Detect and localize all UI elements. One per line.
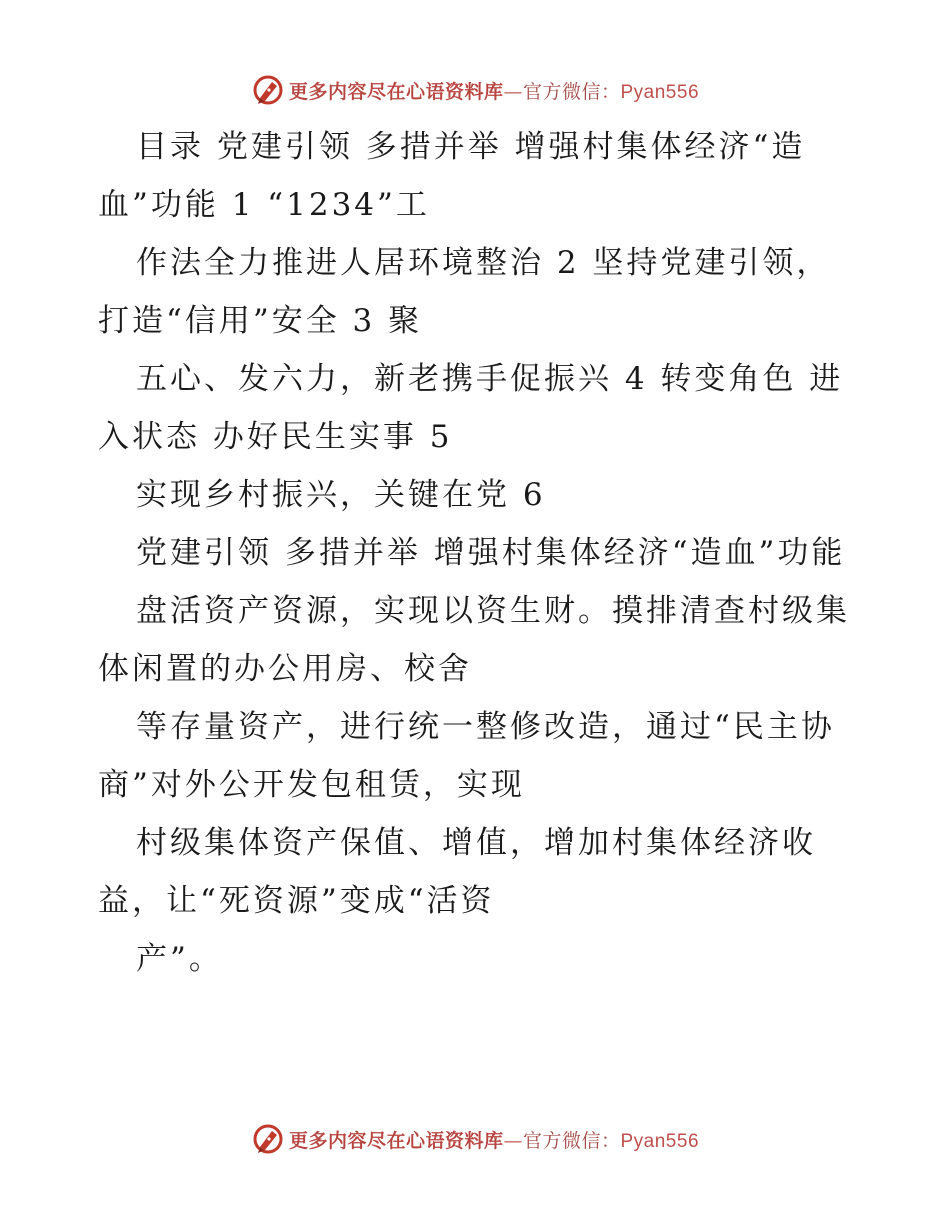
footer-wechat-label: 官方微信： xyxy=(522,1129,621,1152)
pen-nib-logo-icon xyxy=(251,1122,285,1156)
footer-dash: — xyxy=(503,1129,523,1152)
header-dash: — xyxy=(503,80,523,103)
paragraph: 目录 党建引领 多措并举 增强村集体经济“造血”功能 1 “1234”工 xyxy=(98,129,806,223)
paragraph: 等存量资产，进行统一整修改造，通过“民主协商”对外公开发包租赁，实现 xyxy=(98,709,835,803)
header-banner xyxy=(0,70,950,110)
paragraph: 盘活资产资源，实现以资生财。摸排清查村级集体闲置的办公用房、校舍 xyxy=(98,593,850,687)
footer-banner-text xyxy=(289,1126,699,1153)
paragraph: 五心、发六力，新老携手促振兴 4 转变角色 进入状态 办好民生实事 5 xyxy=(98,361,844,455)
paragraph: 党建引领 多措并举 增强村集体经济“造血”功能 xyxy=(136,535,846,571)
paragraph: 作法全力推进人居环境整治 2 坚持党建引领，打造“信用”安全 3 聚 xyxy=(98,245,831,339)
document-body xyxy=(98,118,858,988)
header-banner-text xyxy=(289,77,699,104)
paragraph: 实现乡村振兴，关键在党 6 xyxy=(136,477,546,513)
footer-brand: 更多内容尽在心语资料库 xyxy=(288,1129,504,1152)
footer-wechat-id: Pyan556 xyxy=(620,1130,700,1152)
header-wechat-id: Pyan556 xyxy=(620,81,700,103)
paragraph: 产”。 xyxy=(136,941,223,977)
footer-banner xyxy=(0,1119,950,1159)
header-brand: 更多内容尽在心语资料库 xyxy=(288,80,504,103)
pen-nib-logo-icon xyxy=(251,73,285,107)
header-wechat-label: 官方微信： xyxy=(522,80,621,103)
paragraph: 村级集体资产保值、增值，增加村集体经济收益，让“死资源”变成“活资 xyxy=(98,825,816,919)
